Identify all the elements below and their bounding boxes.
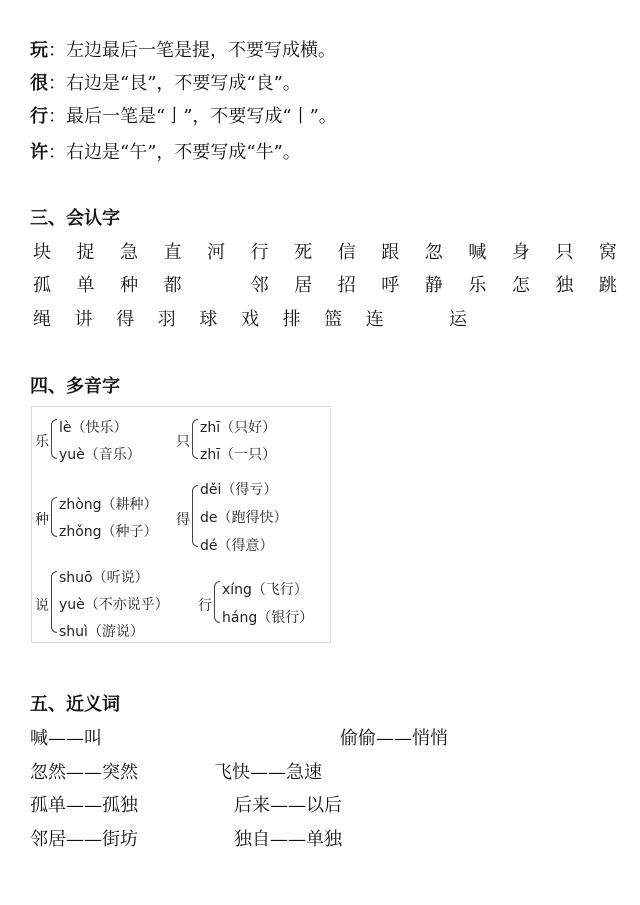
- char: 捉: [76, 242, 95, 263]
- tip-char: 玩: [30, 40, 48, 61]
- char: 块: [33, 242, 51, 263]
- brace-icon: [51, 497, 57, 537]
- polyphone-reading: zhòng（耕种）: [59, 497, 158, 513]
- polyphone-char: 说: [35, 598, 49, 614]
- tip-line: [30, 69, 301, 95]
- char: 跳: [598, 275, 617, 296]
- char: 得: [116, 309, 135, 330]
- char: 跟: [381, 242, 400, 263]
- char: 只: [555, 242, 574, 263]
- polyphone-char: 乐: [35, 434, 49, 450]
- polyphone-reading: shuì（游说）: [59, 624, 144, 640]
- tip-line: [30, 102, 337, 128]
- section-title: 五、近义词: [30, 694, 120, 715]
- tip-line: [30, 138, 301, 164]
- tip-char: 很: [30, 73, 48, 94]
- char: 独: [555, 275, 574, 296]
- polyphone-char: 只: [176, 434, 190, 450]
- char: 死: [294, 242, 313, 263]
- brace-icon: [51, 419, 57, 459]
- char: 都: [163, 275, 182, 296]
- polyphone-reading: háng（银行）: [222, 610, 314, 626]
- tip-text: ：左边最后一笔是提，不要写成横。: [48, 40, 336, 61]
- char-row: [30, 305, 470, 331]
- char: 连: [365, 309, 384, 330]
- polyphone-reading: zhǒng（种子）: [59, 524, 158, 540]
- tip-text: ：右边是“艮”，不要写成“良”。: [48, 73, 301, 94]
- tip-char: 行: [30, 106, 48, 127]
- char: 急: [120, 242, 139, 263]
- synonym-pair: 后来——以后: [234, 795, 342, 816]
- polyphone-char: 种: [35, 512, 49, 528]
- char: [204, 271, 228, 297]
- polyphone-reading: dé（得意）: [200, 538, 274, 554]
- char: 讲: [74, 309, 93, 330]
- char: 孤: [33, 275, 51, 296]
- synonym-pair: 偷偷——悄悄: [340, 728, 448, 749]
- polyphone-reading: děi（得亏）: [200, 482, 278, 498]
- polyphone-reading: zhī（只好）: [200, 420, 277, 436]
- char: 河: [207, 242, 226, 263]
- char: 乐: [468, 275, 487, 296]
- brace-icon: [192, 419, 198, 459]
- char: 呼: [381, 275, 400, 296]
- char: 羽: [157, 309, 176, 330]
- synonym-pair: 独自——单独: [234, 829, 342, 850]
- polyphone-reading: yuè（不亦说乎）: [59, 597, 169, 613]
- tip-line: [30, 36, 336, 62]
- char-row: [30, 271, 620, 297]
- polyphone-table: [31, 406, 331, 643]
- section-title: 三、会认字: [30, 208, 120, 229]
- char: 静: [424, 275, 443, 296]
- brace-icon: [214, 581, 220, 623]
- polyphone-reading: de（跑得快）: [200, 510, 288, 526]
- char: 排: [282, 309, 301, 330]
- char: 信: [337, 242, 356, 263]
- char-row: [30, 238, 620, 264]
- char: 戏: [240, 309, 259, 330]
- polyphone-char: 行: [198, 598, 212, 614]
- char: 种: [120, 275, 139, 296]
- section-title: 四、多音字: [30, 376, 120, 397]
- polyphone-reading: yuè（音乐）: [59, 447, 141, 463]
- char: 行: [250, 242, 269, 263]
- synonym-pair: 飞快——急速: [214, 762, 322, 783]
- tip-text: ：右边是“午”，不要写成“牛”。: [48, 142, 301, 163]
- polyphone-reading: zhī（一只）: [200, 447, 277, 463]
- polyphone-reading: shuō（听说）: [59, 570, 149, 586]
- polyphone-char: 得: [176, 512, 190, 528]
- synonym-pair: 孤单——孤独: [30, 795, 138, 816]
- char: [404, 305, 428, 331]
- char: 喊: [468, 242, 487, 263]
- char: 直: [163, 242, 182, 263]
- char: 忽: [424, 242, 443, 263]
- char: 窝: [598, 242, 617, 263]
- synonym-pair: 忽然——突然: [30, 762, 138, 783]
- char: 球: [199, 309, 218, 330]
- char: 单: [76, 275, 95, 296]
- char: 招: [337, 275, 356, 296]
- polyphone-reading: lè（快乐）: [59, 420, 128, 436]
- char: 邻: [250, 275, 269, 296]
- brace-icon: [192, 485, 198, 547]
- char: 篮: [324, 309, 343, 330]
- tip-char: 许: [30, 142, 48, 163]
- polyphone-reading: xíng（飞行）: [222, 582, 308, 598]
- char: 怎: [511, 275, 530, 296]
- brace-icon: [51, 571, 57, 633]
- char: 绳: [33, 309, 51, 330]
- synonym-pair: 邻居——街坊: [30, 829, 138, 850]
- char: 身: [511, 242, 530, 263]
- char: 居: [294, 275, 313, 296]
- char: 运: [448, 309, 467, 330]
- tip-text: ：最后一笔是“亅”，不要写成“丨”。: [48, 106, 337, 127]
- synonym-pair: 喊——叫: [30, 728, 102, 749]
